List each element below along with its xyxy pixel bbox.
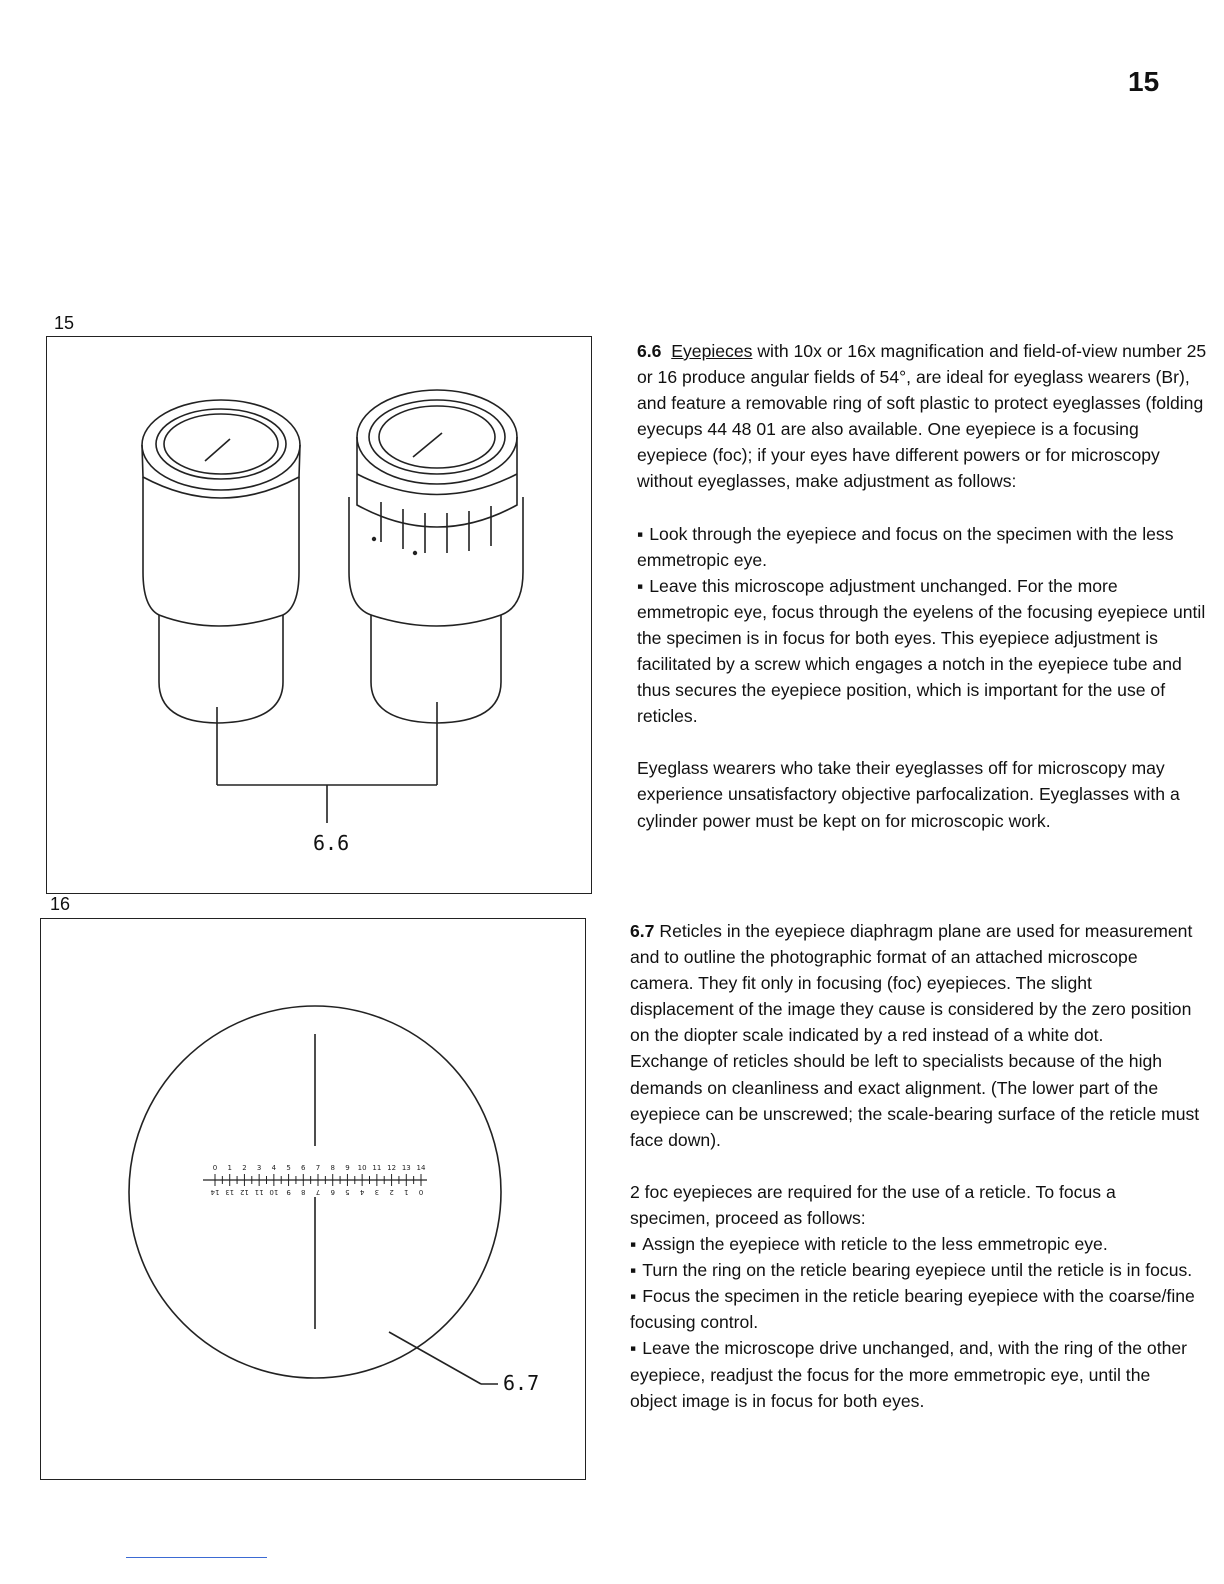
reticle-scale-label-bottom: 9: [286, 1188, 291, 1196]
section-6-7-number: 6.7: [630, 921, 655, 941]
reticle-scale-label-top: 14: [416, 1164, 426, 1172]
reticle-scale-label-bottom: 0: [418, 1188, 424, 1196]
footer-rule: [126, 1557, 267, 1558]
section-6-6-number: 6.6: [637, 341, 662, 361]
reticle-scale-label-top: 12: [387, 1164, 397, 1172]
section-6-6-note: Eyeglass wearers who take their eyeglasses off for microscopy may experience unsatisfactory objective parfocalization. Eyeglasses with a cylinder power must be kept on for microscopic work.: [637, 758, 1180, 831]
reticle-scale-label-bottom: 13: [225, 1188, 235, 1196]
reticle-scale-label-top: 0: [212, 1164, 218, 1172]
callout-6-6: 6.6: [313, 831, 350, 855]
callout-6-7: 6.7: [503, 1371, 540, 1395]
section-6-7-exchange: Exchange of reticles should be left to specialists because of the high demands on cleanliness and exact alignment. (The lower part of the eyepiece can be unscrewed; the scale-bearing surface of the reticle must face down).: [630, 1051, 1200, 1150]
reticle-scale-label-top: 1: [227, 1164, 232, 1172]
section-6-6-intro: [637, 338, 1207, 495]
section-6-6: [637, 338, 1207, 834]
section-6-7-intro-text: Reticles in the eyepiece diaphragm plane are used for measurement and to outline the photographic format of an attached microscope camera. They fit only in focusing (foc) eyepieces. The slight displacement of the image they cause is considered by the zero position on the diopter scale indicated by a red instead of a white dot.: [630, 921, 1193, 1046]
reticle-scale-label-bottom: 2: [389, 1188, 394, 1196]
section-6-7-intro: [630, 918, 1200, 1048]
reticle-scale-label-bottom: 10: [269, 1188, 279, 1196]
reticle-scale-label-top: 4: [271, 1164, 277, 1172]
section-6-7-step-4: ▪ Leave the microscope drive unchanged, and, with the ring of the other eyepiece, readjust the focus for the more emmetropic eye, until the object image is in focus for both eyes.: [630, 1335, 1200, 1413]
section-6-6-step-1: ▪ Look through the eyepiece and focus on the specimen with the less emmetropic eye.: [637, 521, 1207, 573]
section-6-7-step-3: ▪ Focus the specimen in the reticle bearing eyepiece with the coarse/fine focusing control.: [630, 1283, 1200, 1335]
reticle-scale-label-bottom: 3: [374, 1188, 380, 1196]
figure-16-label: 16: [50, 894, 71, 914]
figure-15-label: 15: [54, 313, 75, 333]
reticle-scale-label-top: 8: [330, 1164, 335, 1172]
figure-15-eyepieces: [46, 336, 592, 894]
reticle-scale-label-bottom: 5: [345, 1188, 350, 1196]
reticle-scale-label-top: 7: [315, 1164, 321, 1172]
section-6-7-step-2: ▪ Turn the ring on the reticle bearing eyepiece until the reticle is in focus.: [630, 1257, 1200, 1283]
reticle-scale-label-top: 10: [357, 1164, 367, 1172]
reticle-scale-label-bottom: 1: [404, 1188, 409, 1196]
reticle-scale-label-top: 6: [301, 1164, 306, 1172]
reticle-scale-label-bottom: 14: [210, 1188, 220, 1196]
reticle-scale-label-bottom: 11: [254, 1188, 264, 1196]
section-6-6-intro-text: with 10x or 16x magnification and field-of-view number 25 or 16 produce angular fields of 54°, are ideal for eyeglass wearers (Br), and feature a removable ring of soft plastic to protect eyeglasses (folding eyecups 44 48 01 are also available. One eyepiece is a focusing eyepiece (foc); if your eyes have different powers or for microscopy without eyeglasses, make adjustment as follows:: [637, 341, 1207, 492]
figure-16-reticle: [40, 918, 586, 1480]
section-6-6-step-2: ▪ Leave this microscope adjustment unchanged. For the more emmetropic eye, focus through the eyelens of the focusing eyepiece until the specimen is in focus for both eyes. This eyepiece adjustment is facilitated by a screw which engages a notch in the eyepiece tube and thus secures the eyepiece position, which is important for the use of reticles.: [637, 573, 1207, 730]
reticle-scale-label-bottom: 4: [359, 1188, 365, 1196]
reticle-scale-label-top: 9: [345, 1164, 350, 1172]
reticle-scale-label-bottom: 12: [239, 1188, 249, 1196]
reticle-scale-label-top: 3: [256, 1164, 262, 1172]
reticle-scale-label-top: 2: [242, 1164, 247, 1172]
reticle-scale-label-bottom: 6: [330, 1188, 335, 1196]
eyepieces-drawing: [47, 337, 591, 893]
reticle-scale-label-top: 11: [372, 1164, 382, 1172]
reticle-scale-label-bottom: 8: [301, 1188, 306, 1196]
section-6-7-procedure-intro: 2 foc eyepieces are required for the use of a reticle. To focus a specimen, proceed as follows:: [630, 1181, 1116, 1228]
page-number: 15: [1128, 66, 1160, 97]
section-6-7-step-1: ▪ Assign the eyepiece with reticle to the less emmetropic eye.: [630, 1231, 1200, 1257]
section-6-7: [630, 918, 1200, 1414]
reticle-scale-label-bottom: 7: [315, 1188, 321, 1196]
reticle-scale-label-top: 5: [286, 1164, 291, 1172]
reticle-scale-label-top: 13: [401, 1164, 411, 1172]
section-6-6-heading: Eyepieces: [671, 341, 753, 361]
reticle-drawing: [41, 919, 585, 1479]
